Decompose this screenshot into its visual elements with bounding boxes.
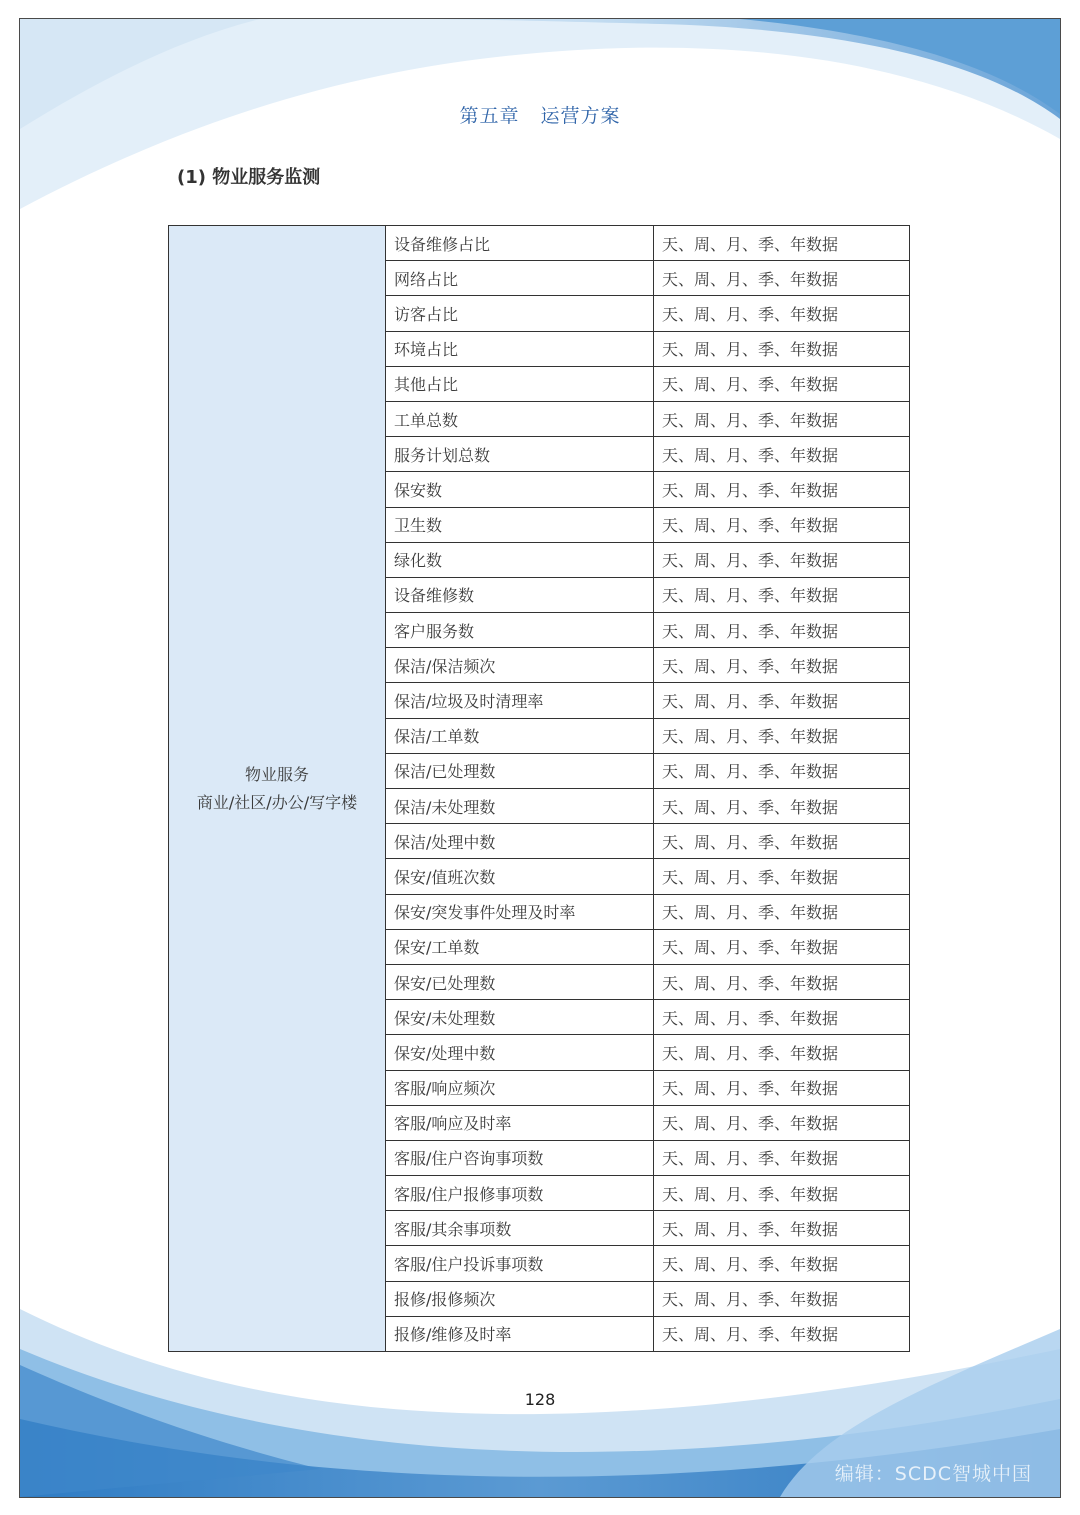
chapter-title: 第五章 运营方案: [459, 105, 621, 127]
metric-cell: 保安数: [386, 472, 654, 507]
section-title: (1) 物业服务监测: [177, 167, 321, 188]
period-cell: 天、周、月、季、年数据: [654, 1246, 910, 1281]
metric-cell: 设备维修占比: [386, 226, 654, 261]
metric-cell: 保安/突发事件处理及时率: [386, 894, 654, 929]
category-label: 物业服务: [244, 764, 309, 784]
metric-cell: 保洁/已处理数: [386, 753, 654, 788]
metric-cell: 报修/维修及时率: [386, 1316, 654, 1351]
period-cell: 天、周、月、季、年数据: [654, 542, 910, 577]
period-cell: 天、周、月、季、年数据: [654, 1070, 910, 1105]
period-cell: 天、周、月、季、年数据: [654, 296, 910, 331]
period-cell: 天、周、月、季、年数据: [654, 683, 910, 718]
metric-cell: 工单总数: [386, 401, 654, 436]
period-cell: 天、周、月、季、年数据: [654, 1281, 910, 1316]
period-cell: 天、周、月、季、年数据: [654, 577, 910, 612]
page-number: 128: [524, 1390, 556, 1409]
metric-cell: 保洁/处理中数: [386, 824, 654, 859]
metric-cell: 其他占比: [386, 366, 654, 401]
period-cell: 天、周、月、季、年数据: [654, 401, 910, 436]
period-cell: 天、周、月、季、年数据: [654, 1176, 910, 1211]
metric-cell: 客户服务数: [386, 613, 654, 648]
period-cell: 天、周、月、季、年数据: [654, 261, 910, 296]
metric-cell: 保洁/未处理数: [386, 789, 654, 824]
metric-cell: 服务计划总数: [386, 437, 654, 472]
period-cell: 天、周、月、季、年数据: [654, 648, 910, 683]
monitoring-table: [168, 225, 910, 1352]
period-cell: 天、周、月、季、年数据: [654, 894, 910, 929]
period-cell: 天、周、月、季、年数据: [654, 1000, 910, 1035]
metric-cell: 客服/住户投诉事项数: [386, 1246, 654, 1281]
period-cell: 天、周、月、季、年数据: [654, 507, 910, 542]
metric-cell: 客服/响应及时率: [386, 1105, 654, 1140]
period-cell: 天、周、月、季、年数据: [654, 1316, 910, 1351]
period-cell: 天、周、月、季、年数据: [654, 824, 910, 859]
period-cell: 天、周、月、季、年数据: [654, 226, 910, 261]
watermark: 编辑：SCDC智城中国: [834, 1463, 1032, 1485]
period-cell: 天、周、月、季、年数据: [654, 331, 910, 366]
metric-cell: 保安/工单数: [386, 929, 654, 964]
period-cell: 天、周、月、季、年数据: [654, 366, 910, 401]
period-cell: 天、周、月、季、年数据: [654, 753, 910, 788]
metric-cell: 绿化数: [386, 542, 654, 577]
period-cell: 天、周、月、季、年数据: [654, 1035, 910, 1070]
period-cell: 天、周、月、季、年数据: [654, 1140, 910, 1175]
metric-cell: 网络占比: [386, 261, 654, 296]
period-cell: 天、周、月、季、年数据: [654, 789, 910, 824]
table-row: [169, 226, 910, 261]
metric-cell: 保洁/工单数: [386, 718, 654, 753]
metric-cell: 客服/住户报修事项数: [386, 1176, 654, 1211]
period-cell: 天、周、月、季、年数据: [654, 964, 910, 999]
metric-cell: 保安/值班次数: [386, 859, 654, 894]
metric-cell: 客服/其余事项数: [386, 1211, 654, 1246]
metric-cell: 保安/处理中数: [386, 1035, 654, 1070]
metric-cell: 卫生数: [386, 507, 654, 542]
category-cell: [169, 226, 386, 1352]
category-sublabel: 商业/社区/办公/写字楼: [196, 792, 358, 812]
period-cell: 天、周、月、季、年数据: [654, 718, 910, 753]
period-cell: 天、周、月、季、年数据: [654, 613, 910, 648]
monitoring-table-body: [169, 226, 910, 1352]
period-cell: 天、周、月、季、年数据: [654, 472, 910, 507]
period-cell: 天、周、月、季、年数据: [654, 437, 910, 472]
metric-cell: 环境占比: [386, 331, 654, 366]
period-cell: 天、周、月、季、年数据: [654, 859, 910, 894]
metric-cell: 保洁/垃圾及时清理率: [386, 683, 654, 718]
metric-cell: 访客占比: [386, 296, 654, 331]
metric-cell: 保安/未处理数: [386, 1000, 654, 1035]
period-cell: 天、周、月、季、年数据: [654, 929, 910, 964]
metric-cell: 客服/住户咨询事项数: [386, 1140, 654, 1175]
period-cell: 天、周、月、季、年数据: [654, 1211, 910, 1246]
metric-cell: 客服/响应频次: [386, 1070, 654, 1105]
metric-cell: 保安/已处理数: [386, 964, 654, 999]
monitoring-table-wrapper: [168, 225, 910, 1352]
period-cell: 天、周、月、季、年数据: [654, 1105, 910, 1140]
metric-cell: 报修/报修频次: [386, 1281, 654, 1316]
metric-cell: 设备维修数: [386, 577, 654, 612]
metric-cell: 保洁/保洁频次: [386, 648, 654, 683]
document-page: [19, 18, 1061, 1498]
